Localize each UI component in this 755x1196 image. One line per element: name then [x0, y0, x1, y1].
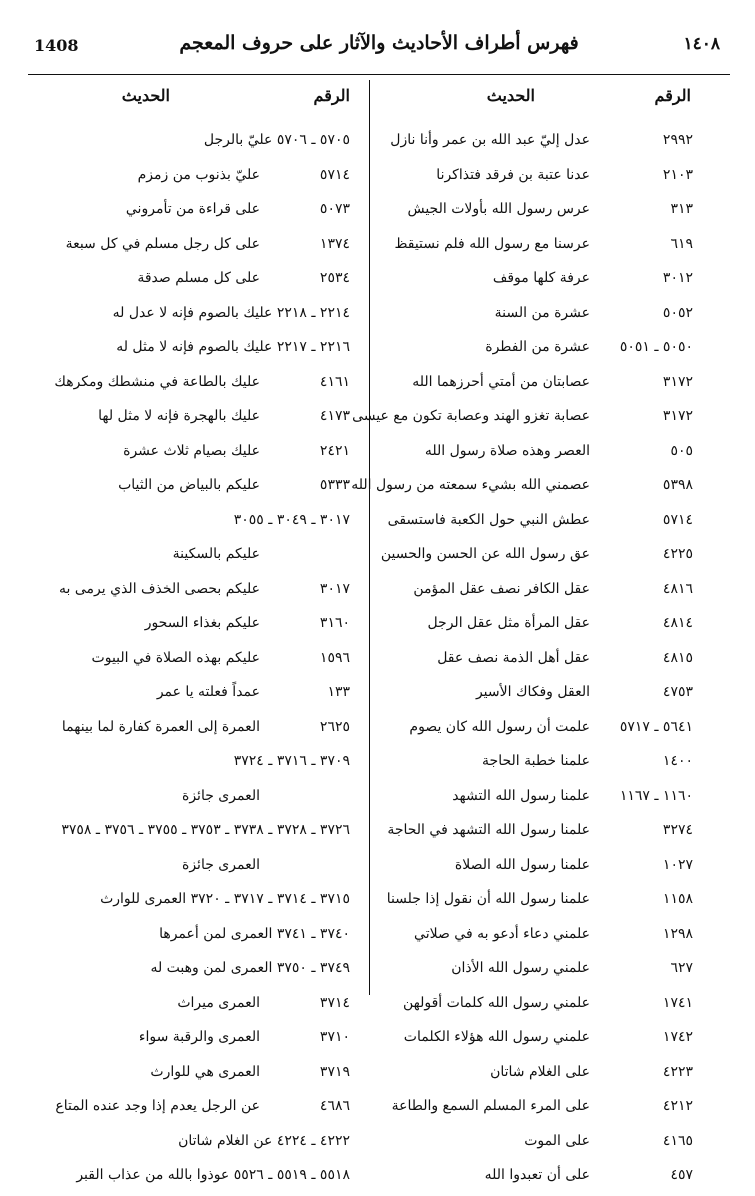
entry-text: عدل إليّ عبد الله بن عمر وأنا نازل [390, 132, 590, 148]
entry-text: العمرة إلى العمرة كفارة لما بينهما [61, 718, 260, 735]
entry-text: ٣٧٠٩ ـ ٣٧١٦ ـ ٣٧٢٤ [233, 753, 350, 769]
entry-number: ١٧٤١ [662, 994, 693, 1011]
entry-number: ٤٢٢٥ [662, 546, 693, 562]
index-entry [378, 540, 693, 575]
index-entry [10, 851, 350, 886]
entry-text: عقل الكافر نصف عقل المؤمن [413, 580, 590, 597]
entry-text: عصابتان من أمتي أحرزهما الله [412, 373, 590, 390]
left-column [10, 86, 350, 1183]
index-entry [378, 368, 693, 403]
entry-number: ٤٨١٦ [662, 580, 693, 597]
entry-text: العمرى والرقبة سواء [138, 1029, 260, 1045]
index-entry [10, 1161, 350, 1196]
entry-text: ٥٧٠٥ ـ ٥٧٠٦ عليّ بالرجل [203, 132, 350, 148]
entry-text: عرسنا مع رسول الله فلم نستيقظ [394, 235, 590, 252]
index-entry [378, 678, 693, 713]
index-entry [10, 782, 350, 817]
entry-text: عطش النبي حول الكعبة فاستسقى [387, 511, 590, 528]
entry-number: ٦٢٧ [670, 960, 693, 976]
page-number-arabic: ١٤٠٨ [683, 34, 720, 54]
index-entry [378, 575, 693, 610]
entry-text: العمرى جائزة [181, 856, 260, 873]
left-column-header [10, 86, 350, 120]
entry-number: ٥٠٧٣ [319, 201, 350, 217]
entry-number: ٣٠١٧ [319, 580, 350, 597]
entry-number: ٣١٧٢ [662, 408, 693, 424]
index-entry [10, 920, 350, 955]
right-column-header [378, 86, 691, 120]
entry-number: ٣١٧٢ [662, 373, 693, 390]
index-entry [10, 644, 350, 679]
index-entry [10, 989, 350, 1024]
index-entry [378, 1127, 693, 1162]
index-entry [378, 1161, 693, 1196]
index-entry [10, 747, 350, 782]
left-head-number: الرقم [313, 86, 350, 105]
entry-number: ٤٨١٥ [662, 649, 693, 666]
entry-number: ١٠٢٧ [662, 856, 693, 873]
entry-text: علمني دعاء أدعو به في صلاتي [414, 925, 590, 942]
index-entry [10, 264, 350, 299]
right-head-number: الرقم [654, 86, 691, 105]
right-head-hadith: الحديث [486, 86, 535, 105]
entry-number: ١٢٩٨ [662, 925, 693, 942]
entry-number: ٣٧١٠ [319, 1029, 350, 1045]
entry-text: على الموت [524, 1132, 590, 1149]
entry-number: ٥٧١٤ [319, 166, 350, 183]
index-entry [10, 368, 350, 403]
index-entry [378, 816, 693, 851]
entry-text: عليك بالطاعة في منشطك ومكرهك [54, 373, 260, 390]
index-entry [10, 402, 350, 437]
entry-text: العمرى جائزة [181, 787, 260, 804]
index-entry [378, 299, 693, 334]
entry-text: ٥٥١٨ ـ ٥٥١٩ ـ ٥٥٢٦ عوذوا بالله من عذاب القبر [76, 1167, 350, 1183]
index-entry [378, 989, 693, 1024]
index-entry [378, 954, 693, 989]
entry-text: عشرة من الفطرة [485, 339, 590, 355]
right-column [351, 86, 693, 1183]
index-entry [378, 437, 693, 472]
entry-text: عق رسول الله عن الحسن والحسين [380, 546, 590, 562]
page-header [28, 32, 730, 70]
index-entry [10, 230, 350, 265]
entry-text: عدنا عتبة بن فرقد فتذاكرنا [436, 166, 590, 183]
index-entry [378, 851, 693, 886]
index-entry [10, 1092, 350, 1127]
index-entry [352, 402, 693, 437]
entry-number: ٣١٣ [670, 201, 693, 217]
entry-text: ٣٠١٧ ـ ٣٠٤٩ ـ ٣٠٥٥ [233, 511, 350, 528]
entry-text: عرس رسول الله بأولات الجيش [407, 201, 590, 217]
entry-number: ٤١٧٣ [319, 408, 350, 424]
index-entry [10, 471, 350, 506]
entry-number: ١٣٣ [327, 684, 350, 700]
entry-text: على المرء المسلم السمع والطاعة [391, 1098, 590, 1114]
index-entry [10, 1023, 350, 1058]
entry-text: علمنا رسول الله أن نقول إذا جلسنا [386, 891, 590, 907]
entry-number: ٤٨١٤ [662, 615, 693, 631]
entry-text: عليكم بغذاء السحور [144, 615, 260, 631]
entry-text: علمت أن رسول الله كان يصوم [409, 718, 590, 735]
entry-number: ٣٢٧٤ [662, 822, 693, 838]
entry-text: علمنا رسول الله الصلاة [454, 856, 590, 873]
index-entry [378, 782, 693, 817]
entry-text: ٣٧٤٩ ـ ٣٧٥٠ العمرى لمن وهبت له [150, 960, 350, 976]
index-entry [10, 816, 350, 851]
entry-text: علمنا رسول الله التشهد في الحاجة [387, 822, 590, 838]
entry-number: ٥٣٩٨ [662, 477, 693, 493]
index-entry [10, 1127, 350, 1162]
index-entry [10, 609, 350, 644]
entry-text: عليك بصيام ثلاث عشرة [123, 442, 260, 459]
entry-text: عرفة كلها موقف [492, 270, 590, 286]
index-entry [378, 264, 693, 299]
entry-text: عليكم بحصى الخذف الذي يرمى به [59, 580, 260, 597]
index-entry [378, 161, 693, 196]
entry-text: على الغلام شاتان [490, 1063, 590, 1080]
entry-text: علمني رسول الله هؤلاء الكلمات [403, 1029, 590, 1045]
index-entry [10, 333, 350, 368]
index-entry [10, 1058, 350, 1093]
entry-number: ٥٠٥٢ [662, 304, 693, 321]
entry-number: ٤٥٧ [670, 1167, 693, 1183]
column-divider [369, 80, 370, 995]
entry-text: علمنا خطبة الحاجة [482, 753, 590, 769]
page-number-latin: 1408 [34, 36, 79, 55]
entry-text: عشرة من السنة [494, 304, 590, 321]
entry-text: ٢٢١٦ ـ ٢٢١٧ عليك بالصوم فإنه لا مثل له [116, 339, 350, 355]
entry-number: ٢٦٢٥ [319, 718, 350, 735]
index-entry [10, 540, 350, 575]
entry-text: على كل رجل مسلم في كل سبعة [65, 235, 260, 252]
index-entry [378, 230, 693, 265]
entry-text: عصمني الله بشيء سمعته من رسول الله [351, 477, 590, 493]
index-entry [378, 609, 693, 644]
entry-text: عقل أهل الذمة نصف عقل [437, 649, 590, 666]
index-entry [378, 1058, 693, 1093]
entry-text: علمني رسول الله الأذان [451, 960, 590, 976]
index-entry [378, 1092, 693, 1127]
entry-text: على أن تعبدوا الله [484, 1167, 590, 1183]
entry-text: عصابة تغزو الهند وعصابة تكون مع عيسى [352, 408, 590, 424]
index-entry [10, 954, 350, 989]
entry-number: ٣٧١٤ [319, 994, 350, 1011]
index-entry [378, 506, 693, 541]
entry-number: ٥٧١٤ [662, 511, 693, 528]
entry-text: عليكم بالبياض من الثياب [118, 477, 260, 493]
index-entry [10, 575, 350, 610]
entry-number: ٤١٦٥ [662, 1132, 693, 1149]
left-head-hadith: الحديث [121, 86, 170, 105]
entry-number: ٦١٩ [670, 235, 693, 252]
entry-number: ١٣٧٤ [319, 235, 350, 252]
entry-number: ١٧٤٢ [662, 1029, 693, 1045]
entry-number: ٢١٠٣ [662, 166, 693, 183]
header-rule [28, 74, 730, 75]
entry-number: ٢٥٣٤ [319, 270, 350, 286]
entry-number: ٤١٦١ [319, 373, 350, 390]
entry-text: العصر وهذه صلاة رسول الله [424, 442, 590, 459]
entry-text: ٣٧٤٠ ـ ٣٧٤١ العمرى لمن أعمرها [159, 925, 350, 942]
index-entry [378, 713, 693, 748]
index-entry [378, 1023, 693, 1058]
entry-text: العقل وفكاك الأسير [475, 684, 590, 700]
entry-number: ٣٧١٩ [319, 1063, 350, 1080]
entry-number: ٥٠٥ [670, 442, 693, 459]
index-entry [378, 644, 693, 679]
entry-text: ٤٢٢٢ ـ ٤٢٢٤ عن الغلام شاتان [178, 1132, 350, 1149]
entry-number: ٤٢١٢ [662, 1098, 693, 1114]
entry-text: عليك بالهجرة فإنه لا مثل لها [98, 408, 260, 424]
entry-number: ٤٧٥٣ [662, 684, 693, 700]
entry-number: ٣٠١٢ [662, 270, 693, 286]
entry-number: ٥٣٣٣ [319, 477, 350, 493]
right-entries [351, 126, 693, 1196]
page-title: فهرس أطراف الأحاديث والآثار على حروف المعجم [179, 32, 579, 54]
index-entry [10, 437, 350, 472]
index-entry [10, 126, 350, 161]
entry-text: ٣٧٢٦ ـ ٣٧٢٨ ـ ٣٧٣٨ ـ ٣٧٥٣ ـ ٣٧٥٥ ـ ٣٧٥٦ ـ ٣٧٥٨ [61, 822, 350, 838]
entry-text: ٢٢١٤ ـ ٢٢١٨ عليك بالصوم فإنه لا عدل له [112, 304, 350, 321]
entry-number: ٢٤٢١ [319, 442, 350, 459]
entry-number: ١١٦٠ ـ ١١٦٧ [619, 787, 693, 804]
entry-text: على كل مسلم صدقة [137, 270, 260, 286]
entry-number: ٤٦٨٦ [319, 1098, 350, 1114]
entry-number: ٤٢٢٣ [662, 1063, 693, 1080]
left-entries [10, 126, 350, 1196]
entry-number: ٢٩٩٢ [662, 132, 693, 148]
index-entry [378, 333, 693, 368]
index-entry [10, 161, 350, 196]
entry-text: عن الرجل يعدم إذا وجد عنده المتاع [55, 1098, 260, 1114]
index-entry [378, 885, 693, 920]
entry-number: ١١٥٨ [662, 891, 693, 907]
entry-text: عليكم بالسكينة [172, 546, 260, 562]
entry-text: عقل المرأة مثل عقل الرجل [427, 615, 590, 631]
index-entry [10, 299, 350, 334]
index-entry [10, 678, 350, 713]
index-entry [378, 126, 693, 161]
index-entry [351, 471, 693, 506]
entry-number: ٣١٦٠ [319, 615, 350, 631]
entry-number: ١٥٩٦ [319, 649, 350, 666]
entry-text: علمنا رسول الله التشهد [452, 787, 590, 804]
index-entry [10, 885, 350, 920]
entry-number: ٥٦٤١ ـ ٥٧١٧ [619, 718, 693, 735]
index-entry [10, 506, 350, 541]
entry-number: ٥٠٥٠ ـ ٥٠٥١ [619, 339, 693, 355]
entry-text: علمني رسول الله كلمات أقولهن [403, 994, 590, 1011]
entry-text: العمرى ميراث [177, 994, 260, 1011]
index-entry [378, 920, 693, 955]
index-entry [10, 713, 350, 748]
entry-text: عليّ بذنوب من زمزم [137, 166, 260, 183]
index-entry [378, 195, 693, 230]
index-entry [378, 747, 693, 782]
entry-text: على قراءة من تأمروني [125, 201, 260, 217]
entry-text: عليكم بهذه الصلاة في البيوت [91, 649, 260, 666]
entry-text: العمرى هي للوارث [150, 1063, 260, 1080]
index-entry [10, 195, 350, 230]
entry-text: ٣٧١٥ ـ ٣٧١٤ ـ ٣٧١٧ ـ ٣٧٢٠ العمرى للوارث [100, 891, 350, 907]
entry-text: عمداً فعلته يا عمر [156, 684, 260, 700]
entry-number: ١٤٠٠ [662, 753, 693, 769]
